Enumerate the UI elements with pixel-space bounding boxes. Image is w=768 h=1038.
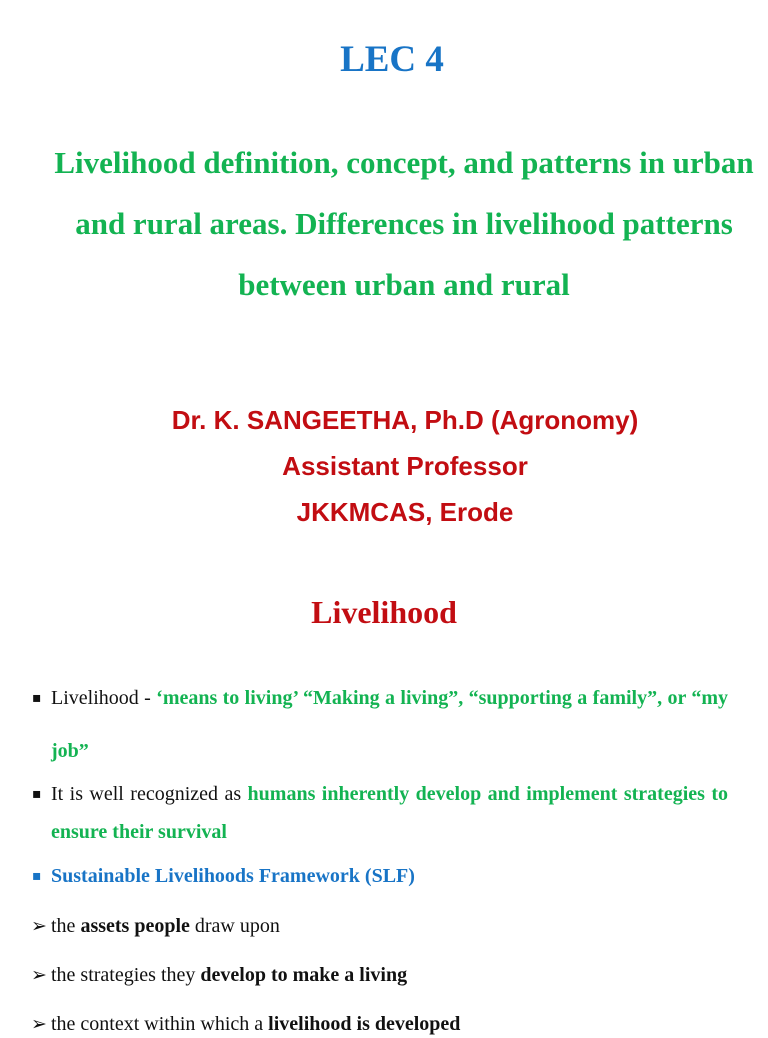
bullet-lead: Livelihood -: [51, 687, 151, 709]
arrow-item-strategies: [31, 961, 728, 989]
arrow-text-end: draw upon: [194, 915, 280, 937]
arrow-bullet-icon: ➢: [31, 964, 47, 986]
arrow-bullet-icon: ➢: [31, 915, 47, 937]
author-name: Dr. K. SANGEETHA, Ph.D (Agronomy): [171, 405, 639, 435]
bullet-highlight: Sustainable Livelihoods Framework (SLF): [51, 865, 415, 887]
bullet-slf: [32, 862, 728, 890]
author-position: Assistant Professor: [282, 451, 528, 481]
bullet-lead: It is well recognized as: [51, 783, 242, 805]
bullet-highlight: humans inherently develop and implement strategies to ensure their survival: [51, 783, 729, 843]
lecture-number: LEC 4: [340, 39, 444, 80]
square-bullet-icon: ▪: [32, 690, 42, 706]
arrow-bullet-icon: ➢: [31, 1013, 47, 1035]
bullet-livelihood-definition: [32, 672, 729, 778]
arrow-bold-text: develop to make a living: [200, 964, 408, 986]
arrow-item-context: [31, 1010, 728, 1038]
square-bullet-icon: ▪: [32, 786, 42, 802]
author-block: [0, 397, 768, 535]
arrow-item-assets: [31, 912, 728, 940]
lecture-topic: Livelihood definition, concept, and patterns in urban and rural areas. Differences in livelihood patterns between urban and rural: [54, 145, 754, 302]
arrow-bold-text: livelihood is developed: [268, 1013, 461, 1035]
bullet-highlight: ‘means to living’ “Making a living”, “supporting a family”, or “my job”: [51, 687, 729, 762]
arrow-bold-text: assets people: [80, 915, 190, 937]
bullet-survival-strategies: [32, 775, 729, 851]
arrow-text: the: [51, 915, 76, 937]
arrow-text: the strategies they: [51, 964, 196, 986]
arrow-text: the context within which a: [51, 1013, 264, 1035]
author-institution: JKKMCAS, Erode: [296, 497, 514, 527]
section-heading: Livelihood: [311, 594, 457, 630]
square-bullet-icon: ▪: [32, 868, 42, 884]
